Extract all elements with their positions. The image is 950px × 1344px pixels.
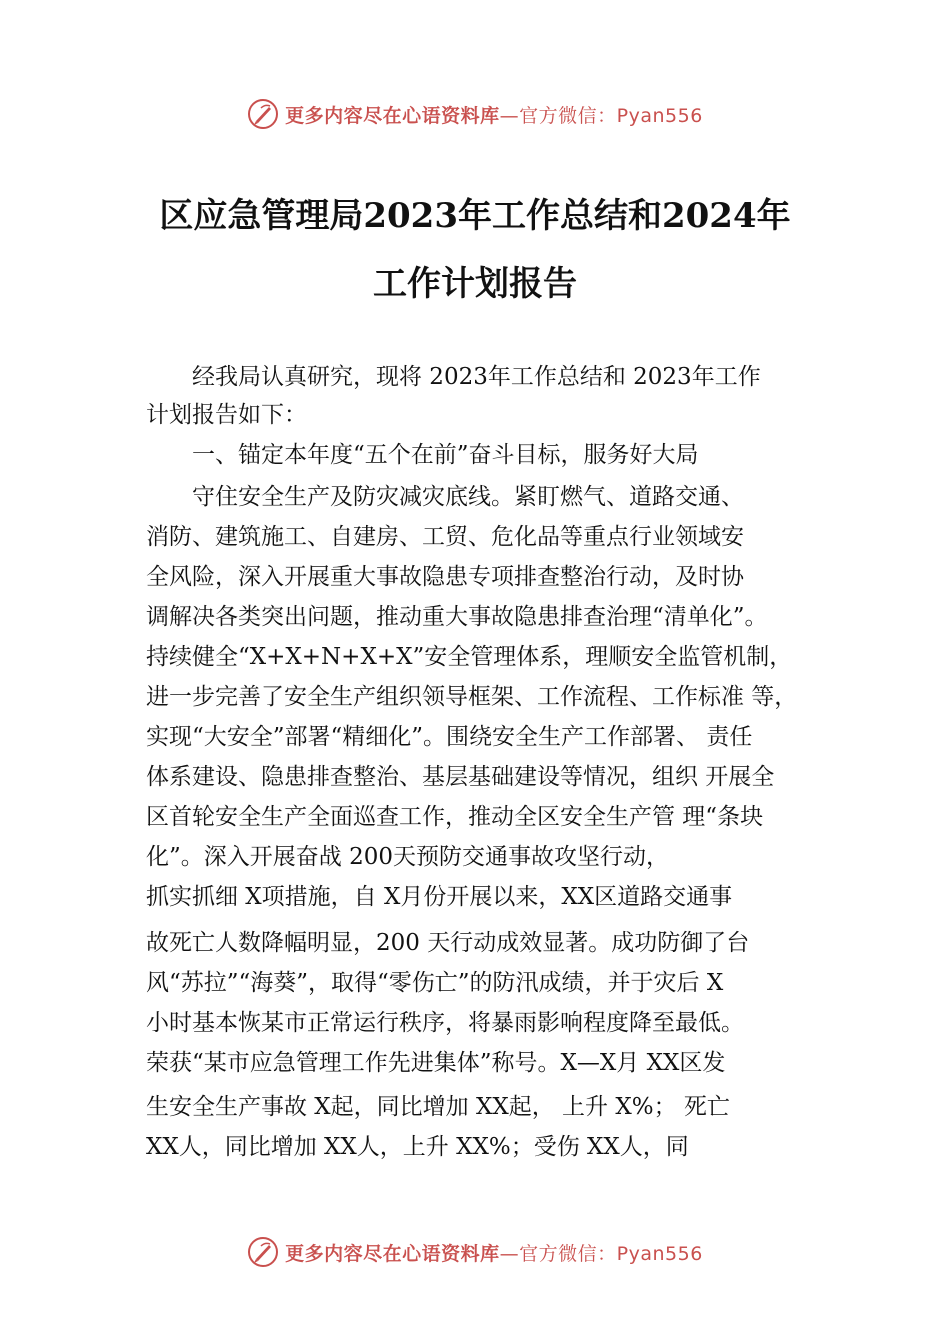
watermark-text — [285, 1239, 703, 1266]
body-line: 体系建设、隐患排查整治、基层基础建设等情况，组织 开展全 — [146, 764, 775, 790]
watermark-text-rest: —官方微信：Pyan556 — [499, 104, 703, 127]
watermark-text — [285, 101, 703, 128]
body-line: 守住安全生产及防灾减灾底线。紧盯燃气、道路交通、 — [146, 484, 744, 510]
body-line: 经我局认真研究，现将 2023年工作总结和 2023年工作 — [146, 364, 761, 390]
body-line: 消防、建筑施工、自建房、工贸、危化品等重点行业领域安 — [146, 524, 744, 550]
quill-logo-icon — [247, 1236, 279, 1268]
body-line: 调解决各类突出问题，推动重大事故隐患排查治理“清单化”。 — [146, 604, 768, 630]
document-title-line-1: 区应急管理局2023年工作总结和2024年 — [159, 196, 791, 236]
body-line: 持续健全“X+X+N+X+X”安全管理体系，理顺安全监管机制， — [146, 644, 793, 670]
body-line: 抓实抓细 X项措施，自 X月份开展以来，XX区道路交通事 — [146, 884, 733, 910]
footer-watermark — [0, 1230, 950, 1274]
watermark-text-bold: 更多内容尽在心语资料库 — [285, 1242, 500, 1265]
body-line: 计划报告如下： — [146, 402, 307, 428]
body-line: 一、锚定本年度“五个在前”奋斗目标，服务好大局 — [146, 442, 699, 468]
body-line: XX人，同比增加 XX人，上升 XX%；受伤 XX人，同 — [146, 1134, 689, 1160]
body-line: 生安全生产事故 X起，同比增加 XX起， 上升 X%； 死亡 — [146, 1094, 730, 1120]
body-line: 小时基本恢某市正常运行秩序，将暴雨影响程度降至最低。 — [146, 1010, 744, 1036]
watermark-text-rest: —官方微信：Pyan556 — [499, 1242, 703, 1265]
body-line: 荣获“某市应急管理工作先进集体”称号。X—X月 XX区发 — [146, 1050, 726, 1076]
body-line: 故死亡人数降幅明显，200 天行动成效显著。成功防御了台 — [146, 930, 750, 956]
body-line: 全风险，深入开展重大事故隐患专项排查整治行动，及时协 — [146, 564, 744, 590]
body-line: 化”。深入开展奋战 200天预防交通事故攻坚行动， — [146, 844, 669, 870]
body-line: 区首轮安全生产全面巡查工作，推动全区安全生产管 理“条块 — [146, 804, 764, 830]
header-watermark — [0, 92, 950, 136]
body-line: 风“苏拉”“海葵”，取得“零伤亡”的防汛成绩，并于灾后 X — [146, 970, 724, 996]
document-title-line-2: 工作计划报告 — [373, 264, 577, 304]
quill-logo-icon — [247, 98, 279, 130]
watermark-text-bold: 更多内容尽在心语资料库 — [285, 104, 500, 127]
body-line: 进一步完善了安全生产组织领导框架、工作流程、工作标准 等， — [146, 684, 798, 710]
body-line: 实现“大安全”部署“精细化”。围绕安全生产工作部署、 责任 — [146, 724, 753, 750]
